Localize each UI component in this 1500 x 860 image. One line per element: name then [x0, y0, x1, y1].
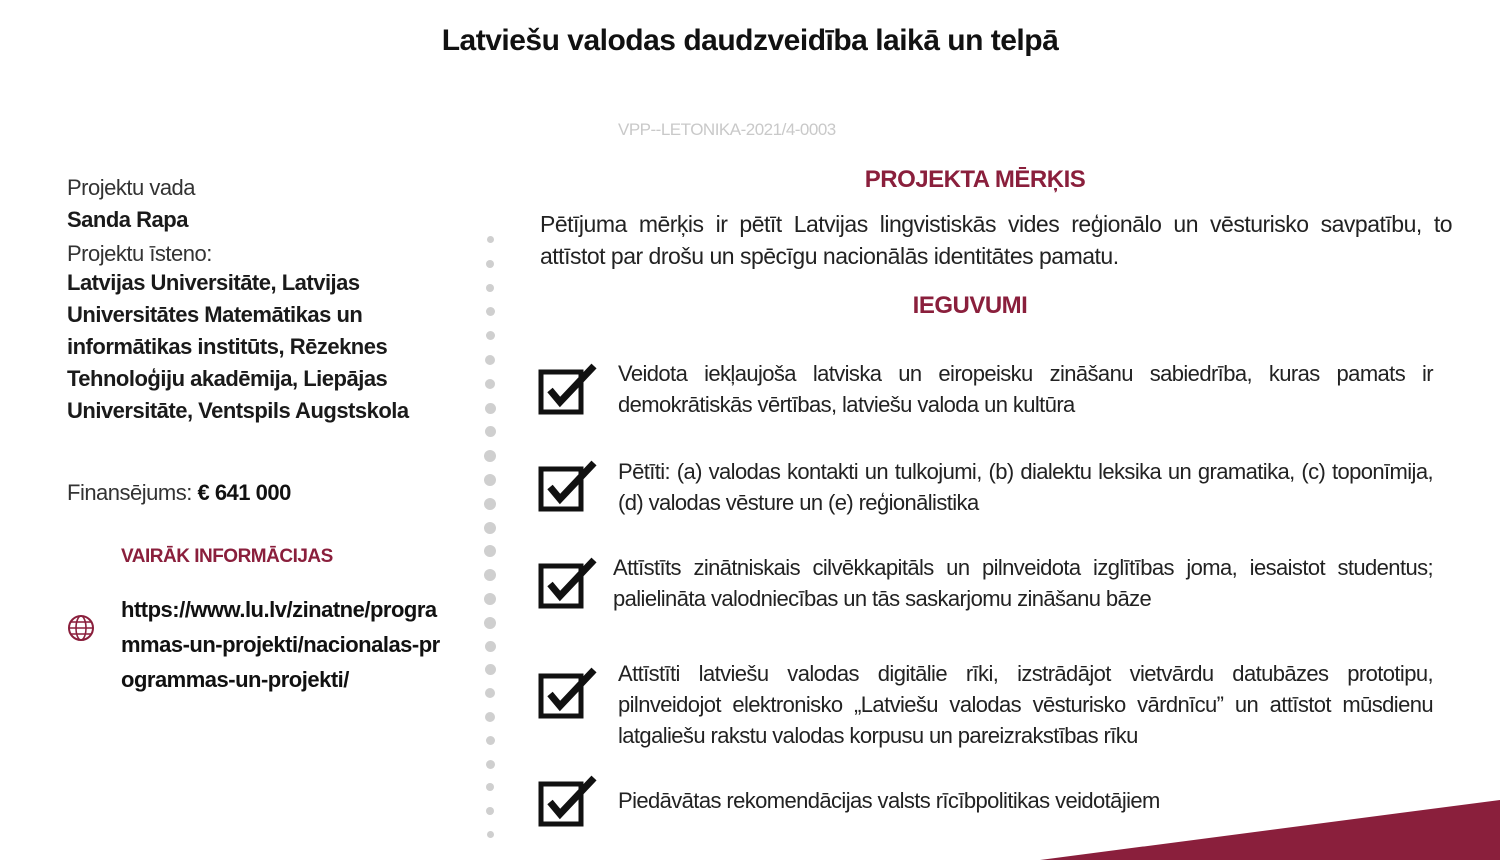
divider-dot: [486, 783, 494, 791]
divider-dot: [485, 641, 496, 652]
results-heading: IEGUVUMI: [912, 292, 1028, 319]
divider-dot: [484, 593, 496, 605]
dotted-divider: [483, 236, 497, 860]
result-text: Piedāvātas rekomendācijas valsts rīcībpolitikas veidotājiem: [618, 788, 1160, 813]
project-info: [67, 175, 467, 427]
divider-dot: [486, 284, 494, 292]
divider-dot: [486, 760, 495, 769]
funding-label: Finansējums:: [67, 480, 192, 505]
implementers-list: Latvijas Universitāte, Latvijas Universitātes Matemātikas un informātikas institūts, Rēzeknes Tehnoloģiju akadēmija, Liepājas Universitāte, Ventspils Augstskola: [67, 270, 409, 423]
divider-dot: [486, 260, 494, 268]
project-url-link[interactable]: https://www.lu.lv/zinatne/programmas-un-projekti/nacionalas-programmas-un-projekti/: [121, 597, 440, 692]
page-title: Latviešu valodas daudzveidība laikā un telpā: [441, 24, 1059, 57]
divider-dot: [487, 831, 494, 838]
lead-name: Sanda Rapa: [67, 207, 188, 232]
divider-dot: [486, 807, 494, 815]
goal-heading: PROJEKTA MĒRĶIS: [864, 166, 1086, 193]
globe-icon: [66, 613, 96, 643]
result-item: [538, 552, 1438, 618]
divider-dot: [487, 236, 494, 243]
lead-label: Projektu vada: [67, 175, 196, 200]
result-text: Veidota iekļaujoša latviska un eiropeisku zināšanu sabiedrība, kuras pamats ir demokrātiskās vērtības, latviešu valoda un kultūra: [618, 361, 1433, 417]
divider-dot: [484, 498, 496, 510]
goal-text: Pētījuma mērķis ir pētīt Latvijas lingvistiskās vides reģionālo un vēsturisko savpatību, to attīstot par drošu un spēcīgu nacionālās identitātes pamatu.: [540, 211, 1452, 269]
divider-dot: [485, 664, 496, 675]
divider-dot: [486, 331, 495, 340]
more-info-heading: VAIRĀK INFORMĀCIJAS: [121, 546, 333, 567]
result-text: Pētīti: (a) valodas kontakti un tulkojumi, (b) dialektu leksika un gramatika, (c) toponīmija, (d) valodas vēsture un (e) reģionālistika: [618, 459, 1433, 515]
divider-dot: [484, 545, 496, 557]
result-item: [538, 658, 1438, 752]
funding: [67, 480, 291, 506]
corner-ribbon: [1040, 790, 1500, 860]
result-text: Attīstīts zinātniskais cilvēkkapitāls un pilnveidota izglītības joma, iesaistot studentus; palielināta valodniecības un tās saskarjomu zināšanu bāze: [613, 555, 1433, 611]
result-text: Attīstīti latviešu valodas digitālie rīki, izstrādājot vietvārdu datubāzes prototipu, pilnveidojot elektronisko „Latviešu valodas vēsturisko vārdnīcu” un attīstot mūsdienu latgaliešu rakstu valodas korpusu un pareizrakstības rīku: [618, 661, 1433, 748]
divider-dot: [485, 379, 495, 389]
divider-dot: [484, 522, 496, 534]
divider-dot: [484, 569, 496, 581]
checkbox-checked-icon: [538, 459, 600, 513]
result-item: [538, 456, 1438, 522]
divider-dot: [484, 474, 496, 486]
divider-dot: [485, 426, 496, 437]
divider-dot: [485, 688, 495, 698]
funding-value: € 641 000: [197, 480, 291, 505]
checkbox-checked-icon: [538, 556, 600, 610]
checkbox-checked-icon: [538, 666, 600, 720]
divider-dot: [484, 450, 496, 462]
divider-dot: [485, 712, 495, 722]
divider-dot: [484, 617, 496, 629]
divider-dot: [486, 307, 495, 316]
checkbox-checked-icon: [538, 362, 600, 416]
divider-dot: [485, 355, 495, 365]
divider-dot: [485, 403, 496, 414]
project-code: VPP--LETONIKA-2021/4-0003: [618, 120, 836, 139]
checkbox-checked-icon: [538, 774, 600, 828]
implementers-label: Projektu īsteno:: [67, 241, 212, 266]
divider-dot: [486, 736, 495, 745]
result-item: [538, 358, 1438, 424]
